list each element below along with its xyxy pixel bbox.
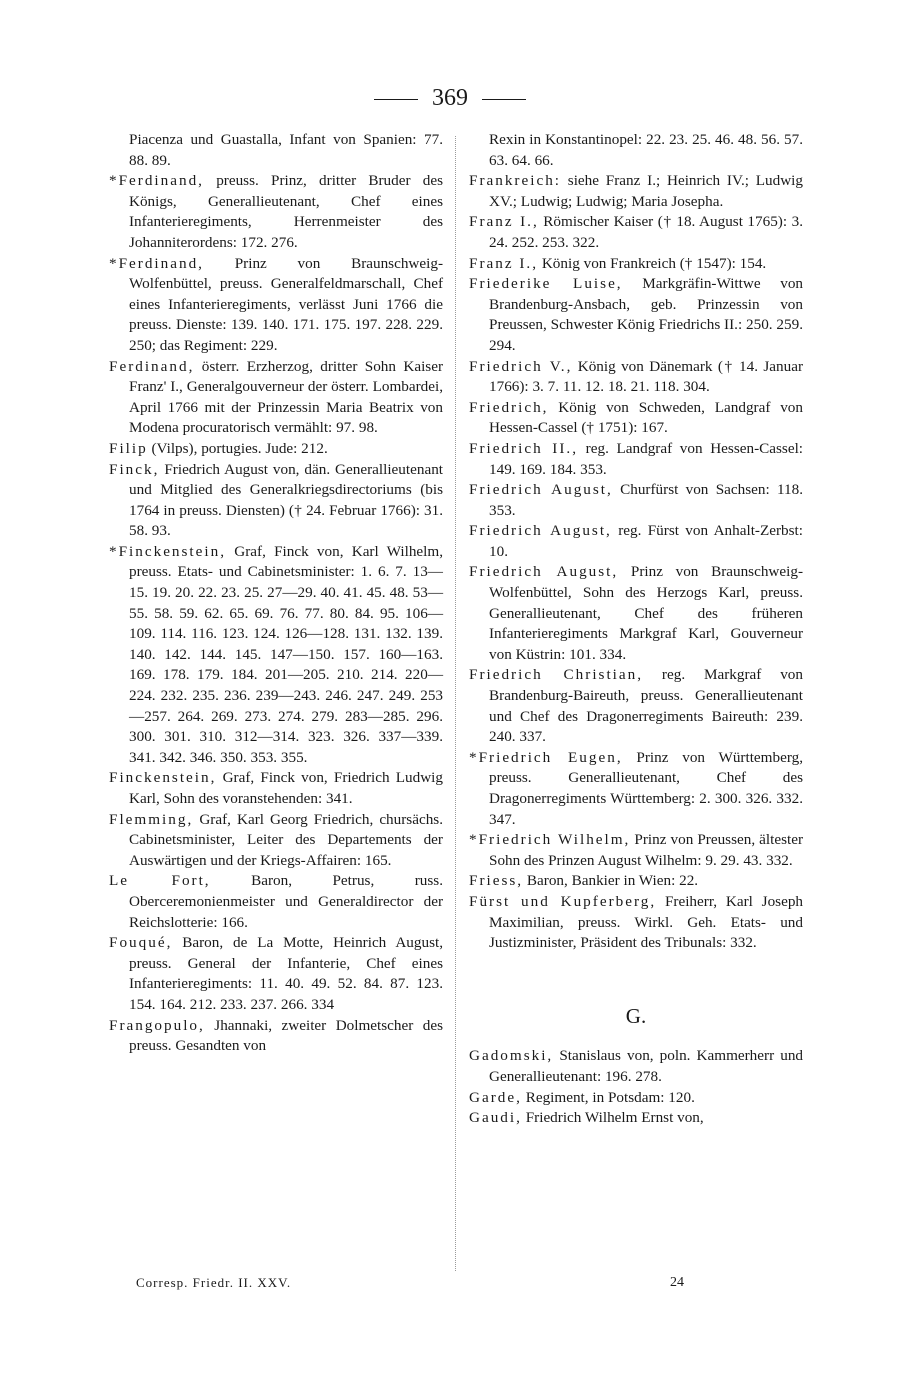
entry-text: (Vilps), portugies. Jude: 212. bbox=[151, 439, 328, 457]
entry-text: Friedrich August von, dän. Generallieutenant und Mitglied des Generalkriegsdirectoriums (bis 1764 in preuss. Diensten) († 24. Februar 1766): 31. 58. 93. bbox=[129, 460, 444, 540]
section-letter: G. bbox=[625, 1003, 647, 1028]
entry-name: Friedrich August, bbox=[469, 481, 613, 499]
index-entry bbox=[109, 254, 443, 357]
entry-name: Filip bbox=[109, 439, 148, 457]
index-entry bbox=[469, 130, 803, 171]
entry-text: reg. Markgraf von Brandenburg-Baireuth, preuss. Generallieutenant und Chef des Dragonerregiments Baireuth: 239. 240. 337. bbox=[489, 666, 803, 746]
entry-text: Rexin in Konstantinopel: 22. 23. 25. 46. 48. 56. 57. 63. 64. 66. bbox=[489, 131, 803, 169]
entry-name: Gaudi, bbox=[469, 1109, 522, 1127]
index-entry bbox=[109, 933, 443, 1015]
entry-text: Piacenza und Guastalla, Infant von Spanien: 77. 88. 89. bbox=[129, 131, 443, 169]
entry-text: Graf, Karl Georg Friedrich, chursächs. Cabinetsminister, Leiter des Departements der Auswärtigen und der Kriegs-Affairen: 165. bbox=[129, 810, 443, 869]
entry-name: Friess, bbox=[469, 872, 524, 890]
page-header bbox=[0, 84, 900, 112]
index-entry bbox=[109, 1016, 443, 1057]
entry-name: *Finckenstein, bbox=[109, 542, 227, 560]
index-entry bbox=[469, 1046, 803, 1087]
entry-name: Fürst und Kupferberg, bbox=[469, 892, 657, 910]
entry-text: Churfürst von Sachsen: 118. 353. bbox=[489, 481, 803, 519]
entry-name: Franz I., bbox=[469, 254, 539, 272]
right-entries-g bbox=[469, 1046, 803, 1128]
entry-text: preuss. Prinz, dritter Bruder des Königs, Generallieutenant, Chef eines Infanterieregiments, Herrenmeister des Johanniterordens: 172. 276. bbox=[129, 172, 443, 251]
entry-text: König von Frankreich († 1547): 154. bbox=[541, 254, 767, 272]
right-column bbox=[469, 130, 803, 1129]
entry-name: Friedrich V., bbox=[469, 357, 573, 375]
entry-text: reg. Landgraf von Hessen-Cassel: 149. 169. 184. 353. bbox=[489, 439, 804, 478]
entry-text: Regiment, in Potsdam: 120. bbox=[525, 1088, 695, 1106]
index-entry bbox=[469, 254, 803, 275]
right-entries bbox=[469, 130, 803, 954]
index-entry bbox=[469, 562, 803, 665]
entry-text: Prinz von Braunschweig-Wolfenbüttel, preuss. Generalfeldmarschall, Chef eines Infanterieregiments, verlässt Juni 1766 die preuss. Dienste: 139. 140. 171. 175. 197. 228. 229. 250; das Regiment: 229. bbox=[129, 254, 444, 354]
index-entry bbox=[469, 212, 803, 253]
entry-name: *Friedrich Wilhelm, bbox=[469, 831, 631, 849]
index-entry bbox=[469, 748, 803, 830]
index-entry bbox=[469, 171, 803, 212]
entry-text: Baron, de La Motte, Heinrich August, preuss. General der Infanterie, Chef eines Infanterieregiments: 11. 40. 49. 52. 84. 87. 123. 154. 164. 212. 233. 237. 266. 334 bbox=[129, 934, 444, 1013]
entry-text: Markgräfin-Wittwe von Brandenburg-Ansbach, geb. Prinzessin von Preussen, Schwester König Friedrichs II.: 250. 259. 294. bbox=[489, 275, 804, 354]
entry-text: Prinz von Braunschweig-Wolfenbüttel, Sohn des Herzogs Karl, preuss. Generallieutenant, Chef des früheren Infanterieregiments Markgraf Karl, Gouverneur von Küstrin: 101. 334. bbox=[489, 563, 804, 663]
entry-name: Friedrich, bbox=[469, 398, 549, 416]
entry-name: Ferdinand, bbox=[109, 357, 195, 375]
index-entry bbox=[469, 892, 803, 954]
index-entry bbox=[469, 1088, 803, 1109]
entry-text: König von Dänemark († 14. Januar 1766): 3. 7. 11. 12. 18. 21. 118. 304. bbox=[489, 357, 804, 396]
index-entry bbox=[109, 542, 443, 769]
entry-name: Flemming, bbox=[109, 810, 194, 828]
entry-text: Stanislaus von, poln. Kammerherr und Generallieutenant: 196. 278. bbox=[489, 1047, 804, 1085]
index-entry bbox=[469, 665, 803, 747]
index-entry bbox=[469, 398, 803, 439]
entry-name: Le Fort, bbox=[109, 872, 211, 890]
entry-text: reg. Fürst von Anhalt-Zerbst: 10. bbox=[489, 522, 803, 560]
header-rule-right bbox=[482, 99, 526, 100]
page-number: 369 bbox=[432, 85, 468, 111]
entry-text: König von Schweden, Landgraf von Hessen-Cassel († 1751): 167. bbox=[489, 398, 803, 437]
index-entry bbox=[469, 1108, 803, 1129]
entry-name: Frangopulo, bbox=[109, 1016, 205, 1034]
entry-text: Prinz von Württemberg, preuss. Generallieutenant, Chef des Dragonerregiments Württemberg: 2. 300. 326. 332. 347. bbox=[489, 748, 803, 828]
entry-name: Gadomski, bbox=[469, 1047, 554, 1065]
entry-name: Finckenstein, bbox=[109, 769, 217, 787]
entry-name: Friedrich August, bbox=[469, 563, 619, 581]
index-entry bbox=[109, 171, 443, 253]
entry-text: Friedrich Wilhelm Ernst von, bbox=[525, 1109, 704, 1127]
entry-name: *Ferdinand, bbox=[109, 172, 204, 190]
left-column bbox=[109, 130, 443, 1057]
entry-text: Baron, Petrus, russ. Oberceremonienmeister und Generaldirector der Reichslotterie: 166. bbox=[129, 872, 443, 931]
index-entry bbox=[469, 830, 803, 871]
entry-name: Garde, bbox=[469, 1088, 522, 1106]
entry-name: Friedrich Christian, bbox=[469, 666, 644, 684]
index-entry bbox=[109, 460, 443, 542]
index-entry bbox=[109, 439, 443, 460]
entry-text: Freiherr, Karl Joseph Maximilian, preuss. Wirkl. Geh. Etats- und Justizminister, Präsident des Tribunals: 332. bbox=[489, 892, 804, 952]
index-entry bbox=[109, 357, 443, 439]
entry-text: Baron, Bankier in Wien: 22. bbox=[526, 872, 699, 890]
entry-name: *Friedrich Eugen, bbox=[469, 748, 623, 766]
index-entry bbox=[109, 768, 443, 809]
entry-text: Römischer Kaiser († 18. August 1765): 3. 24. 252. 253. 322. bbox=[489, 213, 803, 251]
index-entry bbox=[469, 274, 803, 356]
footer-sheet-number: 24 bbox=[670, 1275, 684, 1290]
index-entry bbox=[109, 810, 443, 872]
entry-text: Graf, Finck von, Karl Wilhelm, preuss. Etats- und Cabinetsminister: 1. 6. 7. 13—15. 19. 20. 22. 23. 25. 27—29. 40. 41. 45. 48. 53—55. 58. 59. 62. 65. 69. 76. 77. 80. 84. 95. 106—109. 114. 116. 123. 124. 126—128. 131. 132. 139. 140. 142. 144. 145. 147—150. 157. 160—163. 169. 178. 179. 184. 201—205. 210. 214. 220—224. 232. 235. 236. 239—243. 246. 247. 249. 253—257. 264. 269. 273. 274. 279. 283—285. 296. 300. 301. 310. 312—314. 323. 326. 337—339. 341. 342. 346. 350. 353. 355. bbox=[129, 542, 443, 766]
column-divider bbox=[455, 136, 456, 1271]
entry-name: Friedrich August, bbox=[469, 522, 612, 540]
index-entry bbox=[109, 130, 443, 171]
entry-text: siehe Franz I.; Heinrich IV.; Ludwig XV.; Ludwig; Ludwig; Maria Josepha. bbox=[489, 172, 803, 210]
index-entry bbox=[469, 871, 803, 892]
index-entry bbox=[109, 871, 443, 933]
header-rule-left bbox=[374, 99, 418, 100]
entry-text: Jhannaki, zweiter Dolmetscher des preuss. Gesandten von bbox=[129, 1016, 443, 1055]
entry-text: Prinz von Preussen, ältester Sohn des Prinzen August Wilhelm: 9. 29. 43. 332. bbox=[489, 831, 803, 869]
index-entry bbox=[469, 480, 803, 521]
entry-name: Franz I., bbox=[469, 213, 539, 231]
entry-name: Frankreich: bbox=[469, 172, 562, 190]
entry-name: Friederike Luise, bbox=[469, 275, 623, 293]
entry-name: *Ferdinand, bbox=[109, 254, 204, 272]
entry-name: Friedrich II., bbox=[469, 439, 579, 457]
footer-signature: Corresp. Friedr. II. XXV. bbox=[136, 1275, 292, 1290]
index-entry bbox=[469, 521, 803, 562]
entry-name: Fouqué, bbox=[109, 934, 173, 952]
index-entry bbox=[469, 357, 803, 398]
entry-name: Finck, bbox=[109, 460, 160, 478]
entry-text: Graf, Finck von, Friedrich Ludwig Karl, Sohn des voranstehenden: 341. bbox=[129, 769, 443, 807]
index-entry bbox=[469, 439, 803, 480]
entry-text: österr. Erzherzog, dritter Sohn Kaiser Franz' I., Generalgouverneur der österr. Lombardei, April 1766 mit der Prinzessin Maria Beatrix von Modena procuratorisch vermählt: 97. 98. bbox=[129, 357, 443, 437]
